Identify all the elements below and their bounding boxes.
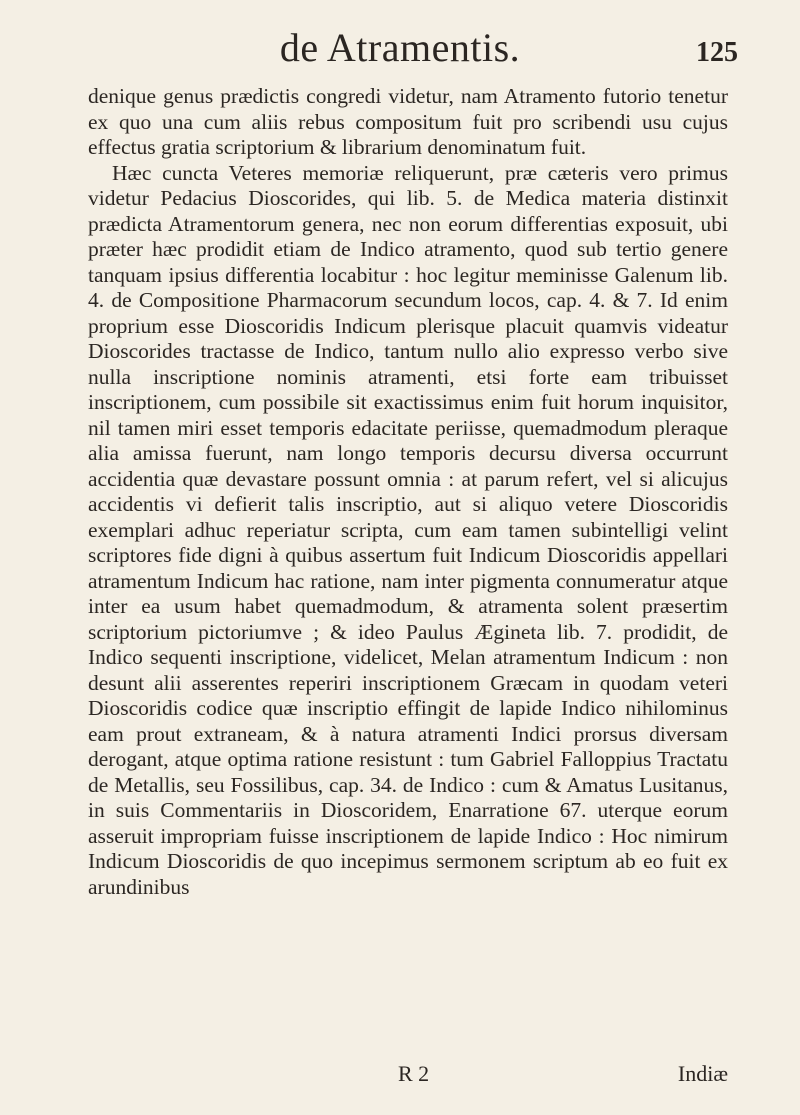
body-text	[88, 84, 728, 900]
paragraph-1: denique genus prædictis congredi videtur, nam Atramento futorio tenetur ex quo una cum aliis rebus compositum fuit pro scribendi usu cujus effectus gratia scriptorium & librarium denominatum fuit.	[88, 84, 728, 159]
page-footer	[88, 1060, 728, 1090]
catchword: Indiæ	[677, 1061, 728, 1086]
running-title: de Atramentis.	[279, 25, 521, 70]
page-number: 125	[696, 37, 738, 68]
page-header	[0, 18, 800, 78]
signature-mark: R 2	[398, 1061, 430, 1086]
paragraph-2: Hæc cuncta Veteres memoriæ reliquerunt, præ cæteris vero primus videtur Pedacius Dioscorides, qui lib. 5. de Medica materia distinxit prædicta Atramentorum genera, nec non eorum differentias exposuit, ubi præter hæc prodidit etiam de Indico atramento, quod sub tertio genere tanquam ipsius differentia locabitur : hoc legitur meminisse Galenum lib. 4. de Compositione Pharmacorum secundum locos, cap. 4. & 7. Id enim proprium esse Dioscoridis Indicum plerisque placuit quamvis videatur Dioscorides tractasse de Indico, tantum nullo alio expresso verbo sive nulla inscriptione nominis atramenti, etsi forte eam tribuisset inscriptionem, cum possibile sit exactissimus enim fuit horum inquisitor, nil tamen miri esset temporis edacitate periisse, quemadmodum pleraque alia amissa fuerunt, nam longo temporis decursu diversa occurrunt accidentia quæ devastare possunt omnia : at parum refert, vel si alicujus accidentis vi defierit talis inscriptio, aut si aliquo vetere Dioscoridis exemplari adhuc reperiatur scripta, cum eam tamen subintelligi velint scriptores fide digni à quibus assertum fuit Indicum Dioscoridis appellari atramentum Indicum hac ratione, nam inter pigmenta connumeratur atque inter ea usum habet quemadmodum, & atramenta solent præsertim scriptorium pictoriumve ; & ideo Paulus Ægineta lib. 7. prodidit, de Indico sequenti inscriptione, videlicet, Melan atramentum Indicum : non desunt alii asserentes reperiri inscriptionem Græcam in quodam veteri Dioscoridis codice quæ inscriptio effingit de lapide Indico nihilominus eam prout extraneam, & à natura atramenti Indici prorsus diversam derogant, atque optima ratione resistunt : tum Gabriel Falloppius Tractatu de Metallis, seu Fossilibus, cap. 34. de Indico : cum & Amatus Lusitanus, in suis Commentariis in Dioscoridem, Enarratione 67. uterque eorum asseruit impropriam fuisse inscriptionem de lapide Indico : Hoc nimirum Indicum Dioscoridis de quo incepimus sermonem scriptum ab eo fuit ex arundinibus	[88, 160, 728, 899]
